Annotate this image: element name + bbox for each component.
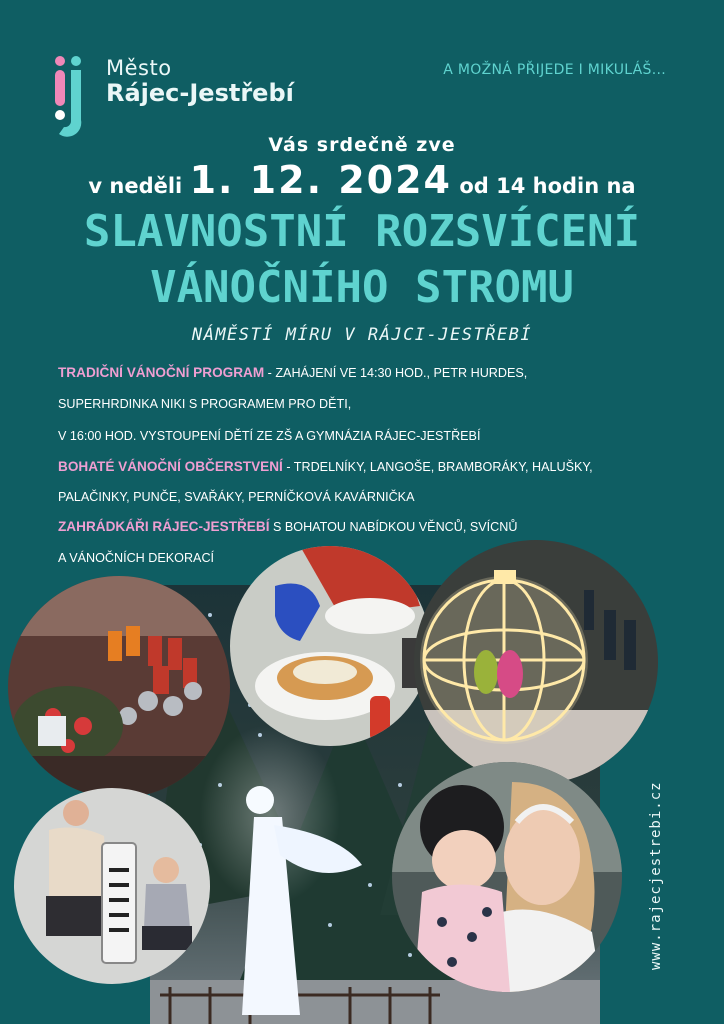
tagline: A MOŽNÁ PŘIJEDE I MIKULÁŠ... bbox=[443, 62, 666, 78]
date-suffix: od 14 hodin na bbox=[459, 174, 636, 198]
program-highlight: TRADIČNÍ VÁNOČNÍ PROGRAM bbox=[58, 365, 265, 380]
event-venue: NÁMĚSTÍ MÍRU V RÁJCI-JESTŘEBÍ bbox=[191, 325, 533, 345]
program-line bbox=[58, 519, 517, 534]
logo-line-1: Město bbox=[106, 56, 172, 80]
program-text: V 16:00 HOD. VYSTOUPENÍ DĚTÍ ZE ZŠ A GYMNÁZIA RÁJEC-JESTŘEBÍ bbox=[58, 429, 481, 443]
event-title-line-2: VÁNOČNÍHO STROMU bbox=[150, 262, 574, 313]
website-url[interactable]: www.rajecjestrebi.cz bbox=[648, 781, 664, 970]
program-line bbox=[58, 551, 214, 565]
photo-girl-and-mother bbox=[392, 762, 622, 992]
program-highlight: ZAHRÁDKÁŘI RÁJEC-JESTŘEBÍ bbox=[58, 519, 270, 534]
program-line bbox=[58, 490, 414, 504]
program-line bbox=[58, 365, 527, 380]
city-logo-text bbox=[106, 56, 294, 108]
date-line bbox=[0, 158, 724, 202]
program-text: A VÁNOČNÍCH DEKORACÍ bbox=[58, 551, 215, 565]
logo-line-2: Rájec-Jestřebí bbox=[106, 79, 294, 108]
program-text: - TRDELNÍKY, LANGOŠE, BRAMBORÁKY, HALUŠKY, bbox=[282, 460, 593, 474]
program-text: PALAČINKY, PUNČE, SVAŘÁKY, PERNÍČKOVÁ KAVÁRNIČKA bbox=[58, 490, 415, 504]
program-line bbox=[58, 429, 480, 443]
program-line bbox=[58, 459, 593, 474]
date-prefix: v neděli bbox=[88, 174, 183, 198]
photo-light-ball bbox=[414, 540, 658, 784]
program-text: SUPERHRDINKA NIKI S PROGRAMEM PRO DĚTI, bbox=[58, 397, 352, 411]
program-text: - ZAHÁJENÍ VE 14:30 HOD., PETR HURDES, bbox=[264, 366, 528, 380]
photo-musician-and-boy bbox=[14, 788, 210, 984]
program-highlight: BOHATÉ VÁNOČNÍ OBČERSTVENÍ bbox=[58, 459, 283, 474]
photo-food-langos bbox=[230, 546, 430, 746]
event-date: 1. 12. 2024 bbox=[189, 158, 452, 202]
city-logo-mark bbox=[55, 56, 87, 138]
event-title-line-1: SLAVNOSTNÍ ROZSVÍCENÍ bbox=[83, 206, 641, 257]
photo-christmas-wreaths bbox=[8, 576, 230, 798]
invite-text: Vás srdečně zve bbox=[268, 134, 456, 156]
program-line bbox=[58, 397, 351, 411]
program-text: S BOHATOU NABÍDKOU VĚNCŮ, SVÍCNŮ bbox=[269, 520, 518, 534]
